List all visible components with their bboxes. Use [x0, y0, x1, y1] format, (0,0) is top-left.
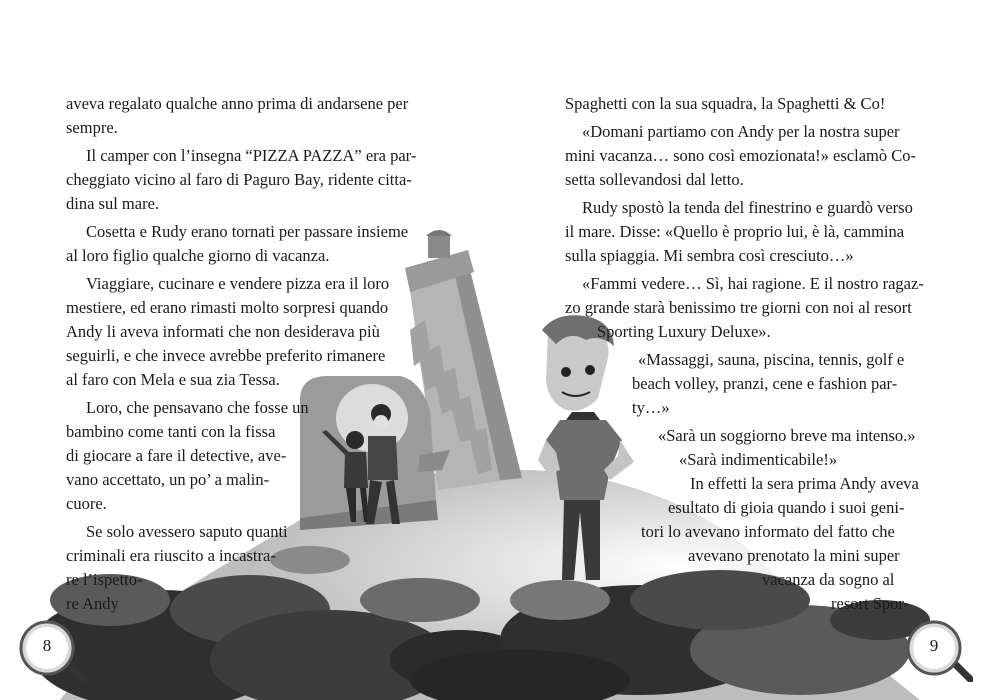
text-line: Sporting Luxury Deluxe».: [597, 322, 771, 341]
text-line: «Domani partiamo con Andy per la nostra super: [582, 122, 900, 141]
text-line: seguirli, e che invece avrebbe preferito rimanere: [66, 346, 386, 365]
text-line: Rudy spostò la tenda del finestrino e guardò verso: [582, 198, 913, 217]
text-line: aveva regalato qualche anno prima di andarsene per: [66, 94, 409, 113]
text-line: cheggiato vicino al faro di Paguro Bay, ridente citta-: [66, 170, 412, 189]
page-number-right: [905, 614, 973, 682]
text-line: Il camper con l’insegna “PIZZA PAZZA” era par-: [86, 146, 417, 165]
text-line: tori lo avevano informato del fatto che: [641, 522, 895, 541]
text-line: avevano prenotato la mini super: [688, 546, 900, 565]
text-line: esultato di gioia quando i suoi geni-: [668, 498, 905, 517]
text-line: vano accettato, un po’ a malin-: [66, 470, 270, 489]
text-line: sempre.: [66, 118, 118, 137]
text-line: Cosetta e Rudy erano tornati per passare insieme: [86, 222, 409, 241]
text-line: Loro, che pensavano che fosse un: [86, 398, 309, 417]
text-line: Andy li aveva informati che non desiderava più: [66, 322, 380, 341]
text-line: dina sul mare.: [66, 194, 160, 213]
text-line: resort Spor-: [831, 594, 910, 613]
text-line: beach volley, pranzi, cene e fashion par-: [632, 374, 898, 393]
text-line: «Massaggi, sauna, piscina, tennis, golf e: [638, 350, 905, 369]
page-number-left: [18, 614, 86, 682]
text-line: setta sollevandosi dal letto.: [565, 170, 744, 189]
text-line: al loro figlio qualche giorno di vacanza.: [66, 246, 330, 265]
text-line: ty…»: [632, 398, 670, 417]
text-line: di giocare a fare il detective, ave-: [66, 446, 287, 465]
text-line: re l’ispetto-: [66, 570, 143, 589]
text-line: «Sarà un soggiorno breve ma intenso.»: [658, 426, 916, 445]
text-line: al faro con Mela e sua zia Tessa.: [66, 370, 280, 389]
text-line: «Sarà indimenticabile!»: [679, 450, 838, 469]
page-number-text: 8: [42, 636, 52, 655]
text-line: Viaggiare, cucinare e vendere pizza era il loro: [86, 274, 390, 293]
text-line: In effetti la sera prima Andy aveva: [690, 474, 919, 493]
text-line: zo grande starà benissimo tre giorni con noi al resort: [565, 298, 912, 317]
text-line: mestiere, ed erano rimasti molto sorpresi quando: [66, 298, 389, 317]
text-line: sulla spiaggia. Mi sembra così cresciuto…»: [565, 246, 854, 265]
text-line: bambino come tanti con la fissa: [66, 422, 276, 441]
text-line: mini vacanza… sono così emozionata!» esclamò Co-: [565, 146, 916, 165]
text-line: Se solo avessero saputo quanti: [86, 522, 288, 541]
text-line: re Andy: [66, 594, 119, 613]
text-line: criminali era riuscito a incastra-: [66, 546, 276, 565]
text-line: Spaghetti con la sua squadra, la Spaghetti & Co!: [565, 94, 886, 113]
page-number-text: 9: [929, 636, 939, 655]
text-line: «Fammi vedere… Sì, hai ragione. E il nostro ragaz-: [582, 274, 924, 293]
text-line: cuore.: [66, 494, 107, 513]
text-line: il mare. Disse: «Quello è proprio lui, è là, cammina: [565, 222, 905, 241]
text-line: vacanza da sogno al: [762, 570, 895, 589]
